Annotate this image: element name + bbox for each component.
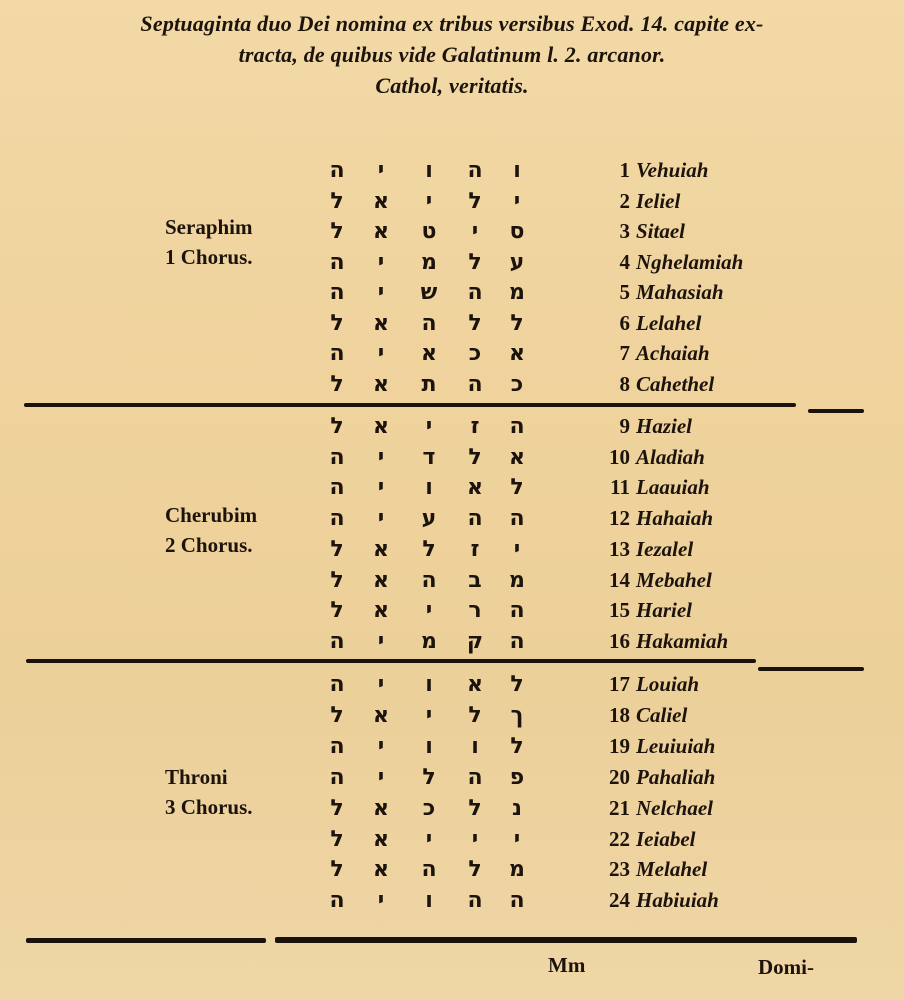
hebrew-letter: י bbox=[377, 444, 385, 470]
row-number: 23 bbox=[609, 857, 630, 882]
hebrew-letter: כ bbox=[422, 795, 436, 821]
hebrew-letter: א bbox=[508, 444, 526, 470]
table-row bbox=[0, 534, 904, 565]
hebrew-letter: ל bbox=[510, 310, 524, 336]
hebrew-letter: ה bbox=[509, 628, 525, 654]
table-row bbox=[0, 442, 904, 473]
hebrew-letter: י bbox=[513, 188, 521, 214]
hebrew-letter: א bbox=[372, 371, 390, 397]
angel-name: Haziel bbox=[636, 414, 692, 438]
angel-name: Cahethel bbox=[636, 371, 715, 396]
hebrew-letter: י bbox=[377, 475, 385, 501]
hebrew-letter: ו bbox=[471, 733, 479, 759]
group-chorus: 2 Chorus. bbox=[165, 533, 253, 557]
hebrew-letter: ה bbox=[421, 857, 437, 883]
row-number: 6 bbox=[619, 310, 630, 335]
hebrew-letter: ל bbox=[330, 567, 344, 593]
hebrew-letter: ע bbox=[421, 506, 437, 532]
row-number: 10 bbox=[609, 444, 630, 469]
hebrew-letter: ה bbox=[329, 444, 345, 470]
hebrew-letter: מ bbox=[421, 249, 437, 275]
hebrew-letter: ק bbox=[466, 628, 484, 654]
hebrew-letter: ל bbox=[422, 536, 436, 562]
row-number: 2 bbox=[619, 188, 630, 213]
row-number: 20 bbox=[609, 764, 630, 789]
hebrew-letter: א bbox=[372, 310, 390, 336]
title-line-1: Septuaginta duo Dei nomina ex tribus versibus Exod. 14. capite ex- bbox=[140, 11, 764, 36]
row-number: 14 bbox=[609, 567, 630, 592]
row-number: 21 bbox=[609, 795, 630, 820]
hebrew-letter: ך bbox=[510, 702, 524, 728]
angel-name: Hakamiah bbox=[636, 628, 729, 653]
table-row bbox=[0, 503, 904, 534]
row-number: 4 bbox=[619, 249, 630, 274]
hebrew-letter: ה bbox=[329, 341, 345, 366]
table-row bbox=[0, 626, 904, 657]
divider-rule bbox=[26, 659, 756, 663]
hebrew-letter: מ bbox=[509, 857, 525, 883]
page-title bbox=[0, 8, 904, 101]
hebrew-letter: ה bbox=[467, 371, 483, 397]
hebrew-letter: ל bbox=[330, 188, 344, 214]
table-row bbox=[0, 338, 904, 369]
angel-name: Vehuiah bbox=[636, 158, 709, 182]
angel-name: Sitael bbox=[636, 219, 686, 243]
hebrew-letter: ה bbox=[509, 598, 525, 624]
row-number: 12 bbox=[609, 506, 630, 531]
hebrew-letter: י bbox=[377, 672, 385, 697]
hebrew-letter: י bbox=[425, 188, 433, 214]
angel-name: Ieliel bbox=[636, 188, 681, 213]
angel-name: Caliel bbox=[636, 702, 688, 727]
table-row bbox=[0, 155, 904, 186]
hebrew-letter: ו bbox=[425, 733, 433, 759]
hebrew-letter: ה bbox=[329, 158, 345, 183]
group-name: Throni bbox=[165, 765, 228, 789]
table-row bbox=[0, 824, 904, 855]
hebrew-letter: ש bbox=[420, 280, 438, 305]
table-row bbox=[0, 369, 904, 400]
hebrew-letter: ה bbox=[329, 888, 345, 914]
hebrew-letter: י bbox=[425, 702, 433, 728]
hebrew-letter: א bbox=[372, 567, 390, 593]
divider-rule bbox=[758, 667, 864, 671]
hebrew-letter: ה bbox=[329, 628, 345, 654]
table-row bbox=[0, 472, 904, 503]
divider-rule bbox=[26, 938, 266, 943]
hebrew-letter: א bbox=[508, 341, 526, 366]
divider-rule bbox=[275, 937, 857, 943]
table-row bbox=[0, 565, 904, 596]
hebrew-letter: מ bbox=[421, 628, 437, 654]
hebrew-letter: ה bbox=[467, 888, 483, 914]
hebrew-letter: כ bbox=[510, 371, 524, 397]
hebrew-letter: י bbox=[377, 341, 385, 366]
angel-name: Lelahel bbox=[636, 310, 702, 335]
hebrew-letter: י bbox=[425, 826, 433, 852]
title-line-2: tracta, de quibus vide Galatinum l. 2. arcanor. bbox=[238, 42, 666, 67]
hebrew-letter: י bbox=[377, 506, 385, 532]
angel-name: Habiuiah bbox=[636, 888, 719, 913]
angel-name: Ieiabel bbox=[636, 826, 696, 851]
table-row bbox=[0, 277, 904, 308]
angel-name: Melahel bbox=[636, 857, 708, 882]
hebrew-letter: י bbox=[377, 888, 385, 914]
row-number: 17 bbox=[609, 672, 630, 696]
angel-name: Iezalel bbox=[636, 536, 694, 561]
hebrew-letter: ל bbox=[330, 795, 344, 821]
hebrew-letter: ה bbox=[467, 280, 483, 305]
hebrew-letter: א bbox=[420, 341, 438, 366]
hebrew-letter: י bbox=[377, 733, 385, 759]
hebrew-letter: מ bbox=[509, 280, 525, 305]
hebrew-letter: ת bbox=[421, 371, 437, 397]
angel-name: Louiah bbox=[636, 672, 700, 696]
hebrew-letter: ה bbox=[509, 414, 525, 439]
hebrew-letter: ל bbox=[468, 702, 482, 728]
hebrew-letter: י bbox=[471, 219, 479, 244]
hebrew-letter: ל bbox=[468, 444, 482, 470]
hebrew-letter: ה bbox=[329, 672, 345, 697]
hebrew-letter: א bbox=[372, 702, 390, 728]
table-row bbox=[0, 885, 904, 916]
hebrew-letter: ה bbox=[509, 506, 525, 532]
hebrew-letter: ה bbox=[329, 506, 345, 532]
hebrew-letter: ס bbox=[509, 219, 525, 244]
table-row bbox=[0, 595, 904, 626]
table-row bbox=[0, 247, 904, 278]
hebrew-letter: ל bbox=[330, 371, 344, 397]
row-number: 24 bbox=[609, 888, 630, 913]
hebrew-letter: ל bbox=[330, 536, 344, 562]
row-number: 7 bbox=[619, 341, 630, 365]
row-number: 16 bbox=[609, 628, 630, 653]
group-name: Seraphim bbox=[165, 215, 253, 239]
hebrew-letter: י bbox=[513, 536, 521, 562]
table-row bbox=[0, 216, 904, 247]
angel-name: Nelchael bbox=[636, 795, 713, 820]
hebrew-letter: א bbox=[372, 536, 390, 562]
hebrew-letter: א bbox=[372, 857, 390, 883]
row-number: 1 bbox=[619, 158, 630, 182]
hebrew-letter: ל bbox=[330, 219, 344, 244]
hebrew-letter: ל bbox=[468, 857, 482, 883]
hebrew-letter: י bbox=[471, 826, 479, 852]
hebrew-letter: ל bbox=[330, 598, 344, 624]
row-number: 19 bbox=[609, 733, 630, 758]
angel-name: Aladiah bbox=[636, 444, 705, 469]
angel-name: Laauiah bbox=[636, 475, 710, 500]
hebrew-letter: ה bbox=[421, 567, 437, 593]
hebrew-letter: א bbox=[372, 795, 390, 821]
table-row bbox=[0, 308, 904, 339]
hebrew-letter: ה bbox=[329, 249, 345, 275]
angel-name: Nghelamiah bbox=[636, 249, 744, 274]
angel-name: Pahaliah bbox=[636, 764, 716, 789]
hebrew-letter: ה bbox=[329, 475, 345, 501]
hebrew-letter: ה bbox=[329, 733, 345, 759]
hebrew-letter: ה bbox=[421, 310, 437, 336]
hebrew-letter: ל bbox=[330, 826, 344, 852]
hebrew-letter: כ bbox=[468, 341, 482, 366]
row-number: 18 bbox=[609, 702, 630, 727]
hebrew-letter: א bbox=[372, 188, 390, 214]
table-row bbox=[0, 669, 904, 700]
hebrew-letter: י bbox=[377, 158, 385, 183]
hebrew-letter: ל bbox=[510, 475, 524, 501]
hebrew-letter: י bbox=[513, 826, 521, 852]
hebrew-letter: ו bbox=[425, 888, 433, 914]
catchword-mm: Mm bbox=[548, 953, 586, 977]
angel-name: Leuiuiah bbox=[636, 733, 716, 758]
group-name: Cherubim bbox=[165, 503, 258, 527]
hebrew-letter: נ bbox=[512, 795, 522, 821]
hebrew-letter: ה bbox=[329, 280, 345, 305]
angel-name: Hariel bbox=[636, 598, 692, 623]
hebrew-letter: ה bbox=[467, 158, 483, 183]
row-number: 13 bbox=[609, 536, 630, 561]
hebrew-letter: א bbox=[372, 219, 390, 244]
hebrew-letter: ו bbox=[425, 158, 433, 183]
hebrew-letter: ד bbox=[422, 444, 436, 470]
hebrew-letter: א bbox=[466, 475, 484, 501]
hebrew-letter: ל bbox=[468, 249, 482, 275]
hebrew-letter: ל bbox=[330, 414, 344, 439]
divider-rule bbox=[24, 403, 796, 407]
hebrew-letter: א bbox=[372, 598, 390, 624]
row-number: 15 bbox=[609, 598, 630, 623]
hebrew-letter: ל bbox=[510, 733, 524, 759]
row-number: 9 bbox=[619, 414, 630, 438]
angel-name: Mebahel bbox=[636, 567, 712, 592]
hebrew-letter: א bbox=[372, 414, 390, 439]
hebrew-letter: ל bbox=[468, 188, 482, 214]
table-row bbox=[0, 793, 904, 824]
hebrew-letter: ז bbox=[470, 536, 480, 562]
hebrew-letter: ה bbox=[467, 506, 483, 532]
hebrew-letter: פ bbox=[509, 764, 525, 790]
row-number: 11 bbox=[610, 475, 630, 500]
divider-rule bbox=[808, 409, 864, 413]
row-number: 22 bbox=[609, 826, 630, 851]
table-row bbox=[0, 186, 904, 217]
hebrew-letter: ה bbox=[509, 888, 525, 914]
hebrew-letter: ל bbox=[330, 702, 344, 728]
hebrew-letter: ו bbox=[513, 158, 521, 183]
hebrew-letter: מ bbox=[509, 567, 525, 593]
hebrew-letter: ז bbox=[470, 414, 480, 439]
hebrew-letter: י bbox=[425, 414, 433, 439]
hebrew-letter: א bbox=[372, 826, 390, 852]
hebrew-letter: י bbox=[377, 764, 385, 790]
hebrew-letter: ל bbox=[422, 764, 436, 790]
table-row bbox=[0, 731, 904, 762]
hebrew-letter: ר bbox=[468, 598, 482, 624]
hebrew-letter: י bbox=[425, 598, 433, 624]
angel-name: Achaiah bbox=[636, 341, 710, 365]
hebrew-letter: י bbox=[377, 280, 385, 305]
hebrew-letter: ה bbox=[467, 764, 483, 790]
hebrew-letter: ל bbox=[468, 795, 482, 821]
hebrew-letter: ב bbox=[468, 567, 482, 593]
hebrew-letter: י bbox=[377, 249, 385, 275]
hebrew-letter: ל bbox=[468, 310, 482, 336]
title-line-3: Cathol, veritatis. bbox=[375, 73, 529, 98]
row-number: 8 bbox=[619, 371, 630, 396]
hebrew-letter: א bbox=[466, 672, 484, 697]
hebrew-letter: ל bbox=[330, 857, 344, 883]
hebrew-letter: ל bbox=[330, 310, 344, 336]
table-row bbox=[0, 411, 904, 442]
row-number: 5 bbox=[619, 280, 630, 304]
angel-name: Hahaiah bbox=[636, 506, 714, 531]
hebrew-letter: ל bbox=[510, 672, 524, 697]
hebrew-letter: ו bbox=[425, 672, 433, 697]
hebrew-letter: ו bbox=[425, 475, 433, 501]
catchword-domi: Domi- bbox=[758, 955, 814, 979]
table-row bbox=[0, 762, 904, 793]
group-chorus: 1 Chorus. bbox=[165, 245, 253, 269]
hebrew-letter: ע bbox=[509, 249, 525, 275]
group-chorus: 3 Chorus. bbox=[165, 795, 253, 819]
table-row bbox=[0, 854, 904, 885]
angel-name: Mahasiah bbox=[636, 280, 724, 304]
table-row bbox=[0, 700, 904, 731]
hebrew-letter: ה bbox=[329, 764, 345, 790]
hebrew-letter: ט bbox=[421, 219, 437, 244]
row-number: 3 bbox=[619, 219, 630, 243]
hebrew-letter: י bbox=[377, 628, 385, 654]
